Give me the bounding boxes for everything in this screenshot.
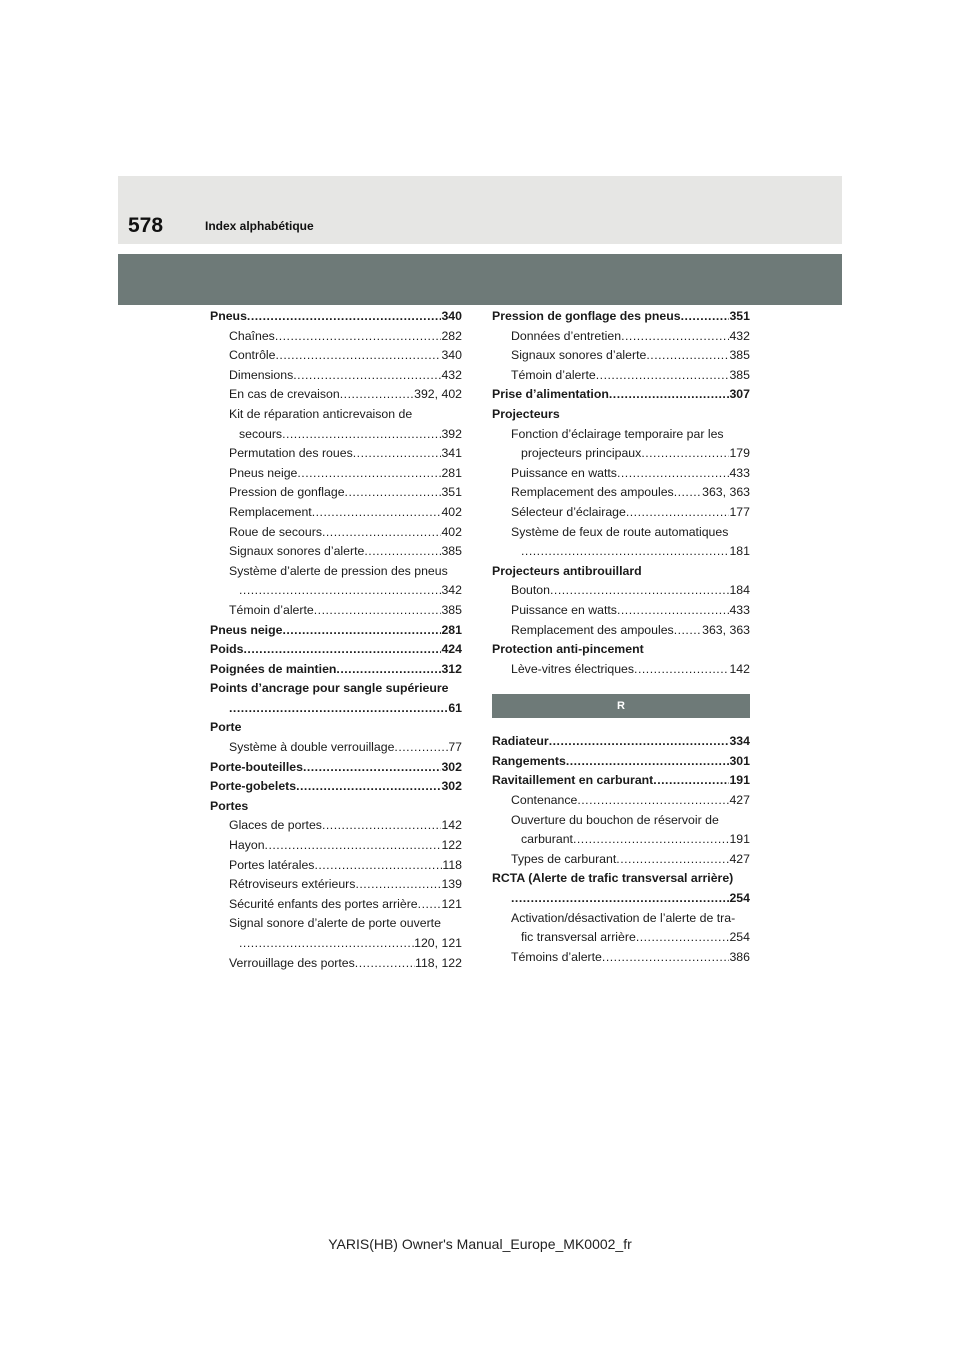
index-entry-text: Projecteurs antibrouillard <box>492 563 642 578</box>
dot-leader <box>596 366 730 386</box>
index-entry-page: 334 <box>729 734 750 749</box>
index-entry <box>492 601 750 621</box>
index-entry <box>210 660 462 680</box>
index-entry-text: Signaux sonores d’alerte <box>511 348 647 363</box>
index-entry-text: Contrôle <box>229 348 276 363</box>
dot-leader <box>314 601 442 621</box>
dot-leader <box>296 777 441 797</box>
index-entry <box>210 405 462 425</box>
index-entry <box>210 503 462 523</box>
index-entry-page: 281 <box>441 465 462 480</box>
dot-leader <box>617 464 730 484</box>
index-entry-text: Poids <box>210 642 244 657</box>
index-entry-page: 139 <box>441 877 462 892</box>
index-entry-text: Poignées de maintien <box>210 661 337 676</box>
index-entry-text: Sélecteur d’éclairage <box>511 504 626 519</box>
index-entry-text: Système de feux de route automatiques <box>511 524 729 539</box>
dot-leader <box>322 816 442 836</box>
index-entry-page: 177 <box>729 504 750 519</box>
index-entry <box>210 699 462 719</box>
index-entry-page: 302 <box>441 779 462 794</box>
index-entry <box>492 523 750 543</box>
index-entry-page: 351 <box>729 309 750 323</box>
dot-leader <box>511 889 729 909</box>
index-entry <box>210 483 462 503</box>
index-entry-page: 432 <box>729 328 750 343</box>
index-entry-text: Rétroviseurs extérieurs <box>229 877 356 892</box>
index-entry-text: Kit de réparation anticrevaison de <box>229 406 413 421</box>
index-entry-page: 118 <box>442 857 462 872</box>
index-entry <box>492 542 750 562</box>
index-entry-page: 191 <box>729 832 750 847</box>
index-entry-text: Bouton <box>511 583 550 598</box>
index-entry-text: Radiateur <box>492 734 549 749</box>
index-entry-page: 427 <box>729 851 750 866</box>
index-entry-page: 363, 363 <box>702 622 750 637</box>
index-entry <box>492 850 750 870</box>
index-entry-page: 142 <box>441 818 462 833</box>
index-entry-page: 392, 402 <box>414 387 462 402</box>
index-entry <box>210 758 462 778</box>
index-entry <box>210 640 462 660</box>
dot-leader <box>275 346 441 366</box>
index-entry <box>492 503 750 523</box>
index-entry <box>210 679 462 699</box>
index-entry-text: Points d’ancrage pour sangle supérieure <box>210 681 449 696</box>
dot-leader <box>674 483 702 503</box>
index-entry <box>492 732 750 752</box>
index-entry-text: Fonction d’éclairage temporaire par les <box>511 426 724 441</box>
dot-leader <box>636 928 730 948</box>
index-entry-text: Portes <box>210 798 249 813</box>
dot-leader <box>602 948 730 968</box>
index-column-left <box>210 307 462 973</box>
index-entry-text: Pression de gonflage <box>229 485 345 500</box>
index-entry <box>492 483 750 503</box>
index-entry-text: Données d’entretien <box>511 328 622 343</box>
index-entry-page: 433 <box>729 465 750 480</box>
dot-leader <box>239 934 414 954</box>
index-entry-page: 307 <box>729 387 750 402</box>
dot-leader <box>418 895 442 915</box>
index-entry-text: Remplacement des ampoules <box>511 622 674 637</box>
index-entry <box>210 307 462 327</box>
index-entry-page: 402 <box>441 504 462 519</box>
index-entry <box>492 327 750 347</box>
index-entry <box>210 954 462 974</box>
index-entry <box>492 640 750 660</box>
index-entry-text: fic transversal arrière <box>521 930 636 945</box>
index-entry <box>210 738 462 758</box>
dot-leader <box>355 875 441 895</box>
index-group-r <box>492 732 750 967</box>
index-entry-text: Pneus neige <box>229 465 298 480</box>
index-entry-page: 340 <box>441 309 462 323</box>
index-entry-text: Système à double verrouillage <box>229 740 395 755</box>
index-entry-page: 121 <box>441 896 462 911</box>
index-entry <box>492 948 750 968</box>
index-entry-text: carburant <box>521 832 573 847</box>
index-entry-page: 254 <box>729 891 750 906</box>
index-entry-text: Signal sonore d’alerte de porte ouverte <box>229 916 441 931</box>
index-entry-text: Portes latérales <box>229 857 315 872</box>
index-entry <box>492 581 750 601</box>
index-entry-page: 341 <box>441 446 462 461</box>
index-entry <box>210 934 462 954</box>
dot-leader <box>239 581 441 601</box>
index-group-p-continued <box>492 307 750 679</box>
index-entry <box>492 830 750 850</box>
index-entry-text: Porte <box>210 720 242 735</box>
index-entry-text: Dimensions <box>229 367 294 382</box>
index-entry-page: 385 <box>729 348 750 363</box>
index-entry-page: 385 <box>441 602 462 617</box>
index-entry-text: Ouverture du bouchon de réservoir de <box>511 812 719 827</box>
index-entry-page: 61 <box>448 700 462 715</box>
dot-leader <box>550 581 729 601</box>
footer-document-id: YARIS(HB) Owner's Manual_Europe_MK0002_fr <box>328 1236 632 1252</box>
index-entry <box>492 928 750 948</box>
index-entry-text: Témoins d’alerte <box>511 949 602 964</box>
index-entry-text: Puissance en watts <box>511 602 617 617</box>
index-entry <box>492 660 750 680</box>
index-entry-page: 301 <box>729 753 750 768</box>
index-entry-text: Rangements <box>492 753 566 768</box>
index-entry <box>210 581 462 601</box>
dot-leader <box>577 791 729 811</box>
index-entry-text: Puissance en watts <box>511 465 617 480</box>
index-entry <box>210 718 462 738</box>
index-entry <box>492 621 750 641</box>
index-entry <box>210 816 462 836</box>
index-entry-text: Glaces de portes <box>229 818 322 833</box>
page-number: 578 <box>128 214 164 237</box>
index-entry <box>210 444 462 464</box>
index-entry-page: 254 <box>729 930 750 945</box>
index-entry-page: 281 <box>441 622 462 637</box>
index-entry-text: Témoin d’alerte <box>511 367 596 382</box>
index-entry-page: 179 <box>729 446 750 461</box>
dot-leader <box>634 660 729 680</box>
dot-leader <box>549 732 730 752</box>
index-entry <box>210 385 462 405</box>
index-entry-text: Signaux sonores d’alerte <box>229 544 365 559</box>
index-entry-page: 142 <box>729 661 750 676</box>
index-entry-text: Sécurité enfants des portes arrière <box>229 896 418 911</box>
index-entry-page: 351 <box>441 485 462 500</box>
index-entry-page: 118, 122 <box>415 955 462 970</box>
index-entry-text: Prise d’alimentation <box>492 387 609 402</box>
index-entry <box>210 601 462 621</box>
dot-leader <box>674 621 702 641</box>
index-entry-page: 282 <box>441 328 462 343</box>
index-entry-page: 77 <box>448 740 462 755</box>
index-entry-page: 433 <box>729 602 750 617</box>
dot-leader <box>616 850 729 870</box>
index-entry <box>210 856 462 876</box>
index-entry-page: 427 <box>729 793 750 808</box>
index-entry <box>492 771 750 791</box>
dot-leader <box>229 699 448 719</box>
index-entry-text: Hayon <box>229 838 265 853</box>
index-entry-text: Ravitaillement en carburant <box>492 773 654 788</box>
dot-leader <box>626 503 730 523</box>
index-entry <box>492 366 750 386</box>
index-entry-page: 424 <box>441 642 462 657</box>
dot-leader <box>573 830 730 850</box>
dot-leader <box>265 836 442 856</box>
dot-leader <box>653 771 729 791</box>
dot-leader <box>243 640 441 660</box>
index-entry-text: En cas de crevaison <box>229 387 340 402</box>
index-entry <box>492 307 750 327</box>
index-entry-page: 432 <box>441 367 462 382</box>
index-entry <box>210 797 462 817</box>
index-entry <box>210 621 462 641</box>
index-entry-page: 386 <box>729 949 750 964</box>
index-entry-text: Protection anti-pincement <box>492 642 644 657</box>
index-entry-text: Contenance <box>511 793 578 808</box>
index-entry-text: Types de carburant <box>511 851 617 866</box>
dot-leader <box>364 542 441 562</box>
section-title: Index alphabétique <box>205 219 314 233</box>
dot-leader <box>322 523 442 543</box>
dot-leader <box>617 601 730 621</box>
index-entry-page: 392 <box>441 426 462 441</box>
index-entry-text: Pneus <box>210 309 247 323</box>
index-entry <box>492 464 750 484</box>
dot-leader <box>340 385 414 405</box>
index-entry-text: RCTA (Alerte de trafic transversal arrière) <box>492 871 734 886</box>
index-entry <box>210 777 462 797</box>
letter-heading-r: R <box>492 694 750 718</box>
index-entry-page: 385 <box>441 544 462 559</box>
index-entry-page: 312 <box>441 661 462 676</box>
index-entry <box>210 836 462 856</box>
index-entry <box>492 909 750 929</box>
index-entry-text: Roue de secours <box>229 524 322 539</box>
dot-leader <box>609 385 730 405</box>
index-entry <box>210 523 462 543</box>
index-entry-page: 302 <box>441 759 462 774</box>
index-entry-text: Verrouillage des portes <box>229 955 355 970</box>
index-entry <box>210 366 462 386</box>
index-entry-page: 181 <box>729 544 750 559</box>
index-entry <box>210 914 462 934</box>
dot-leader <box>314 856 442 876</box>
dot-leader <box>293 366 441 386</box>
index-entry <box>210 327 462 347</box>
index-entry-text: Système d’alerte de pression des pneus <box>229 563 448 578</box>
index-entry <box>210 542 462 562</box>
header-dark-band <box>118 254 842 305</box>
index-entry <box>492 346 750 366</box>
index-entry-page: 184 <box>729 583 750 598</box>
dot-leader <box>394 738 448 758</box>
index-entry-text: Porte-gobelets <box>210 779 297 794</box>
dot-leader <box>641 444 729 464</box>
dot-leader <box>336 660 441 680</box>
index-entry <box>210 875 462 895</box>
dot-leader <box>355 954 415 974</box>
index-entry <box>210 895 462 915</box>
index-entry-text: Lève-vitres électriques <box>511 661 635 676</box>
index-entry <box>492 752 750 772</box>
index-entry <box>492 425 750 445</box>
index-entry-text: Pneus neige <box>210 622 283 637</box>
index-entry-page: 340 <box>441 348 462 363</box>
dot-leader <box>247 307 442 327</box>
dot-leader <box>566 752 730 772</box>
index-entry <box>492 405 750 425</box>
header-band <box>118 176 842 244</box>
dot-leader <box>282 425 441 445</box>
index-entry-text: secours <box>239 426 283 441</box>
dot-leader <box>297 464 441 484</box>
index-entry-text: Pression de gonflage des pneus <box>492 309 681 323</box>
index-entry <box>210 346 462 366</box>
index-entry <box>492 444 750 464</box>
index-entry-text: Remplacement <box>229 504 312 519</box>
dot-leader <box>621 327 729 347</box>
dot-leader <box>353 444 442 464</box>
index-entry-page: 122 <box>441 838 462 853</box>
index-entry-page: 342 <box>441 583 462 598</box>
index-entry-page: 191 <box>729 773 750 788</box>
dot-leader <box>312 503 442 523</box>
index-entry-text: projecteurs principaux <box>521 446 642 461</box>
index-entry-page: 385 <box>729 367 750 382</box>
index-entry-text: Porte-bouteilles <box>210 759 303 774</box>
index-entry-text: Témoin d’alerte <box>229 602 314 617</box>
dot-leader <box>303 758 442 778</box>
index-entry <box>492 889 750 909</box>
index-entry <box>210 425 462 445</box>
index-entry <box>492 869 750 889</box>
index-entry-page: 402 <box>441 524 462 539</box>
index-entry-page: 120, 121 <box>414 936 462 950</box>
index-entry <box>492 791 750 811</box>
index-entry <box>492 811 750 831</box>
index-entry-page: 363, 363 <box>702 485 750 500</box>
dot-leader <box>282 621 441 641</box>
index-entry-text: Projecteurs <box>492 406 560 421</box>
dot-leader <box>681 307 730 327</box>
dot-leader <box>521 542 729 562</box>
index-column-right <box>492 307 750 967</box>
index-entry-text: Remplacement des ampoules <box>511 485 674 500</box>
dot-leader <box>275 327 442 347</box>
index-entry-text: Activation/désactivation de l’alerte de tra- <box>511 910 736 925</box>
index-entry <box>492 562 750 582</box>
index-entry-text: Chaînes <box>229 328 275 343</box>
index-entry <box>492 385 750 405</box>
dot-leader <box>345 483 442 503</box>
index-entry-text: Permutation des roues <box>229 446 353 461</box>
index-entry <box>210 562 462 582</box>
index-entry <box>210 464 462 484</box>
dot-leader <box>646 346 729 366</box>
